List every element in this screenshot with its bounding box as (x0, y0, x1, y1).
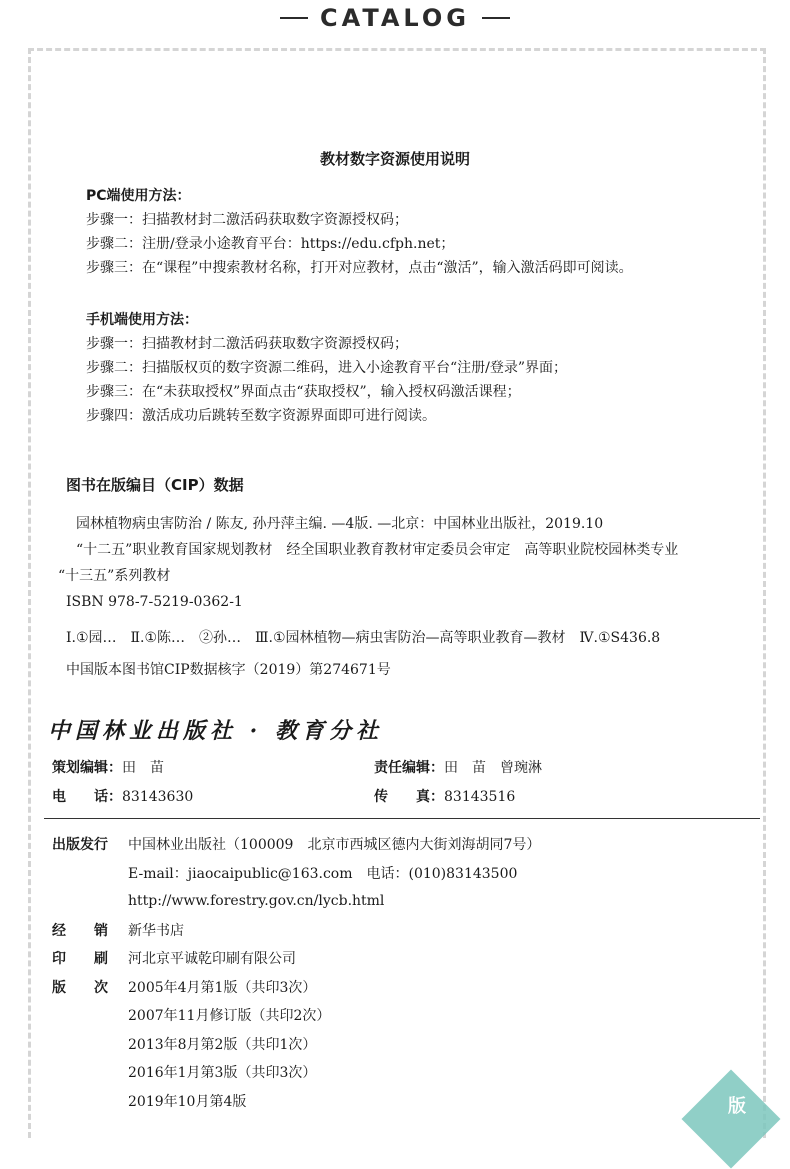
pub-row (52, 859, 540, 888)
pub-row (52, 887, 540, 916)
fax-label: 传 真： (374, 789, 444, 805)
header-title: CATALOG (320, 4, 470, 32)
pub-key: 印 刷 (52, 951, 108, 968)
pub-row (52, 1001, 540, 1030)
pub-key: 版 次 (52, 979, 108, 996)
cip-block (58, 511, 679, 683)
pc-heading: PC端使用方法： (86, 188, 191, 204)
catalog-header (0, 0, 790, 36)
phone-value: 83143630 (122, 789, 194, 805)
pub-value: 2005年4月第1版（共印3次） (128, 979, 317, 996)
pub-row (52, 973, 540, 1002)
publication-info (52, 830, 540, 1115)
cip-isbn: ISBN 978-7-5219-0362-1 (66, 594, 243, 610)
publisher-name: 中国林业出版社 · 教育分社 (48, 718, 383, 744)
mobile-instructions (86, 308, 567, 428)
mobile-heading: 手机端使用方法： (86, 312, 198, 328)
pub-row (52, 1058, 540, 1087)
cip-heading: 图书在版编目（CIP）数据 (66, 476, 244, 494)
planning-editor (52, 757, 164, 777)
pub-value: 2007年11月修订版（共印2次） (128, 1008, 331, 1025)
cip-classification: Ⅰ.①园… Ⅱ.①陈… ②孙… Ⅲ.①园林植物—病虫害防治—高等职业教育—教材 Ⅳ.①S436.8 (66, 630, 661, 646)
mobile-step-1: 步骤一：扫描教材封二激活码获取数字资源授权码； (86, 336, 408, 352)
phone (52, 786, 193, 806)
planning-editor-label: 策划编辑： (52, 760, 122, 776)
mobile-step-4: 步骤四：激活成功后跳转至数字资源界面即可进行阅读。 (86, 408, 436, 424)
mobile-step-2: 步骤二：扫描版权页的数字资源二维码，进入小途教育平台“注册/登录”界面； (86, 360, 568, 376)
pc-step-1: 步骤一：扫描教材封二激活码获取数字资源授权码； (86, 212, 408, 228)
pub-row (52, 944, 540, 973)
pub-value: 2013年8月第2版（共印1次） (128, 1036, 317, 1053)
responsible-editor-value: 田 苗 曾琬淋 (444, 760, 542, 776)
header-right-dash (482, 17, 510, 19)
responsible-editor (374, 757, 542, 777)
instructions-title: 教材数字资源使用说明 (319, 150, 470, 168)
phone-label: 电 话： (52, 789, 122, 805)
responsible-editor-label: 责任编辑： (374, 760, 444, 776)
pc-step-3: 步骤三：在“课程”中搜索教材名称，打开对应教材，点击“激活”，输入激活码即可阅读。 (86, 260, 633, 276)
pub-value: 2019年10月第4版 (128, 1093, 247, 1110)
pub-row (52, 1030, 540, 1059)
pub-row (52, 1087, 540, 1116)
divider-rule (44, 818, 760, 819)
corner-badge-label: 版 (728, 1096, 746, 1117)
pub-value: 河北京平诚乾印刷有限公司 (128, 951, 296, 968)
pc-instructions (86, 184, 633, 280)
mobile-step-3: 步骤三：在“未获取授权”界面点击“获取授权”，输入授权码激活课程； (86, 384, 521, 400)
pub-row (52, 830, 540, 859)
pub-value: 中国林业出版社（100009 北京市西城区德内大街刘海胡同7号） (128, 837, 541, 854)
cip-check-number: 中国版本图书馆CIP数据核字（2019）第274671号 (66, 662, 391, 678)
pub-value: E-mail：jiaocaipublic@163.com 电话：(010)83143500 (128, 865, 518, 882)
header-left-dash (280, 17, 308, 19)
pub-key: 出版发行 (52, 837, 108, 854)
pub-value: 新华书店 (128, 922, 184, 939)
cip-line-3: “十三五”系列教材 (58, 568, 171, 584)
planning-editor-value: 田 苗 (122, 760, 164, 776)
pc-step-2: 步骤二：注册/登录小途教育平台：https://edu.cfph.net； (86, 236, 455, 252)
cip-line-1: 园林植物病虫害防治 / 陈友, 孙丹萍主编. —4版. —北京：中国林业出版社，2019.10 (76, 516, 604, 532)
fax (374, 786, 515, 806)
pub-row (52, 916, 540, 945)
pub-key: 经 销 (52, 922, 108, 939)
pub-value: http://www.forestry.gov.cn/lycb.html (128, 893, 385, 910)
fax-value: 83143516 (444, 789, 516, 805)
pub-value: 2016年1月第3版（共印3次） (128, 1065, 317, 1082)
cip-line-2: “十二五”职业教育国家规划教材 经全国职业教育教材审定委员会审定 高等职业院校园林类专业 (76, 542, 679, 558)
